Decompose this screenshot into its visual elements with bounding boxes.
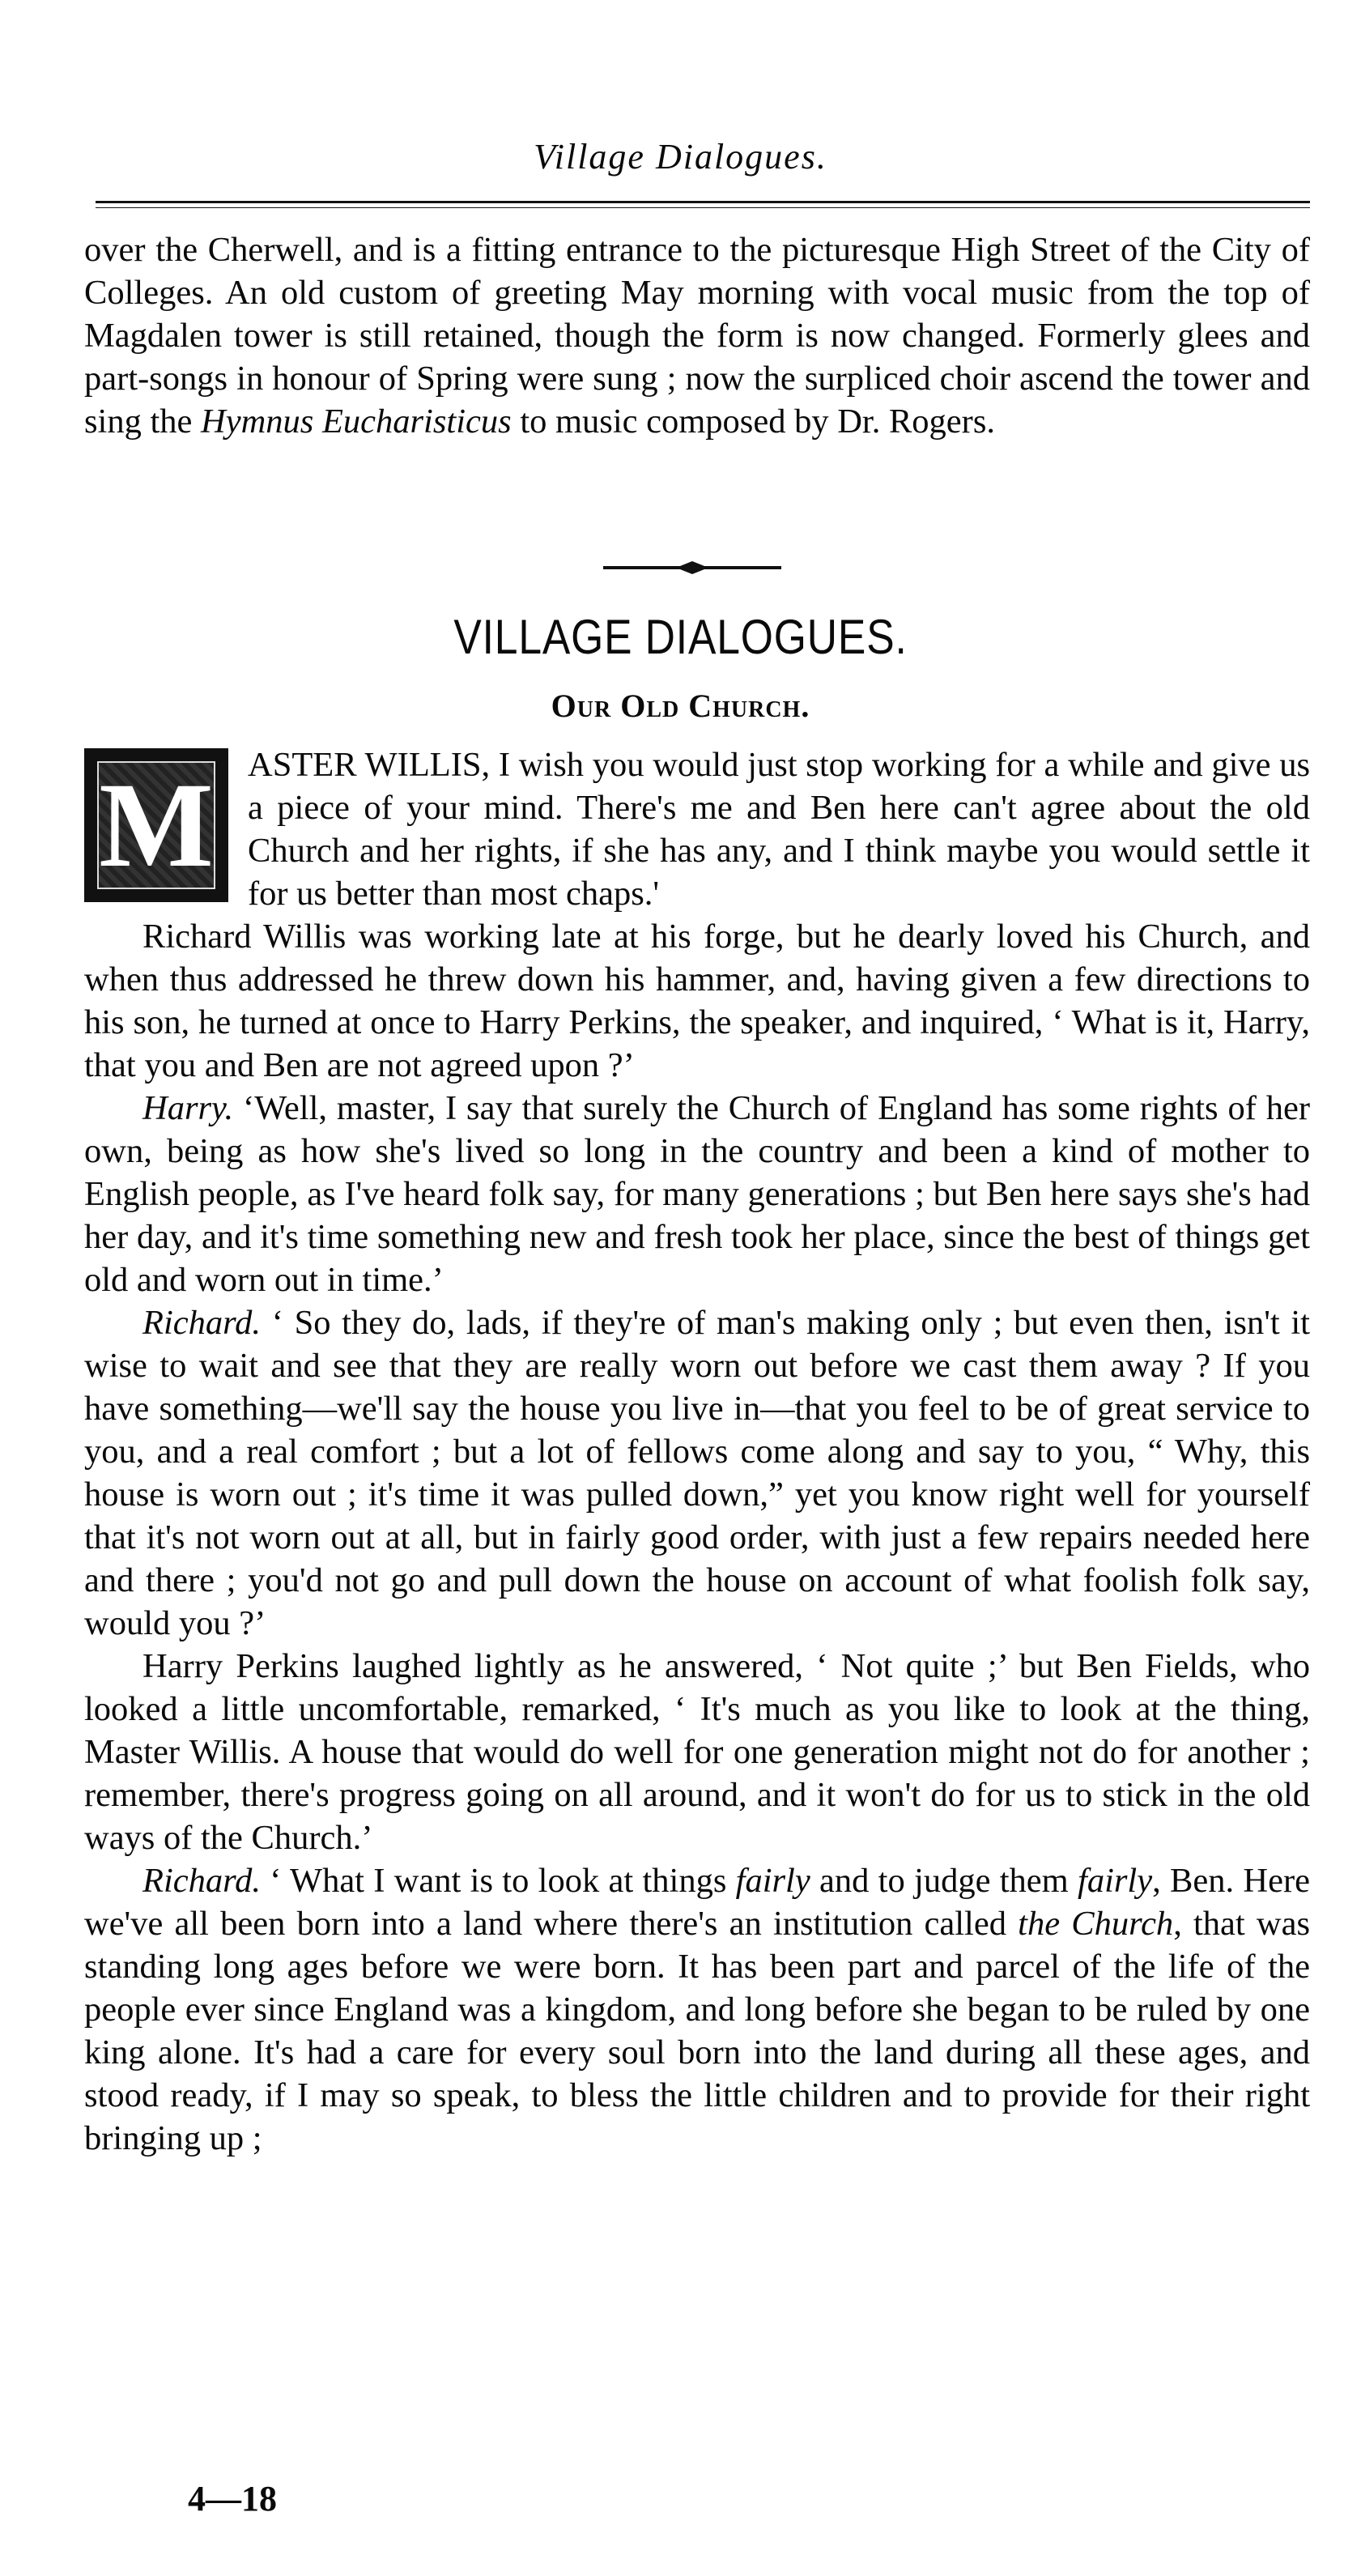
emphasis: fairly xyxy=(735,1862,810,1900)
running-head: Village Dialogues. xyxy=(534,137,827,177)
hymn-title: Hymnus Eucharisticus xyxy=(201,402,512,441)
article-subtitle: Our Old Church. xyxy=(551,688,810,724)
drop-cap xyxy=(84,748,228,902)
header-rule xyxy=(96,201,1310,203)
signature-mark: 4—18 xyxy=(188,2479,277,2519)
header-rule-thin xyxy=(96,207,1310,208)
speaker-name: Richard. xyxy=(142,1862,261,1900)
opening-paragraph xyxy=(84,743,1310,915)
paragraph-text: and to judge them xyxy=(810,1862,1078,1900)
paragraph-text: Richard Willis was working late at his forge, but he dearly loved his Church, and when thus addressed he threw down his hammer, and, having given a few directions to his son, he turned at once to Harry Perkins, the speaker, and inquired, ‘ What is it, Harry, that you and Ben are not agreed upon ?’ xyxy=(84,918,1310,1084)
paragraph-narration-1 xyxy=(84,915,1310,1087)
speaker-name: Harry. xyxy=(142,1089,234,1127)
paragraph-text: ‘ What I want is to look at things xyxy=(260,1862,736,1900)
paragraph-text: Harry Perkins laughed lightly as he answered, ‘ Not quite ;’ but Ben Fields, who looked a little uncomfortable, remarked, ‘ It's much as you like to look at the thing, Master Willis. A house that would do well for one generation might not do for another ; remember, there's progress going on all around, and it won't do for us to stick in the old ways of the Church.’ xyxy=(84,1647,1310,1857)
top-paragraph-text: over the Cherwell, and is a fitting entrance to the picturesque High Street of the City of Colleges. An old custom of greeting May morning with vocal music from the top of Magdalen tower is still retained, though the form is now changed. Formerly glees and part-songs in honour of Spring were sung ; now the surpliced choir ascend the tower and sing the xyxy=(84,231,1310,441)
paragraph-richard-2 xyxy=(84,1859,1310,2160)
emphasis: fairly xyxy=(1078,1862,1153,1900)
top-paragraph xyxy=(84,228,1310,443)
paragraph-text: ‘ So they do, lads, if they're of man's making only ; but even then, isn't it wise to wait and see that they are really worn out before we cast them away ? If you have something—we'll say the house you live in—that you feel to be of great service to you, and a real comfort ; but a lot of fellows come along and say to you, “ Why, this house is worn out ; it's time it was pulled down,” yet you know right well for yourself that it's not worn out at all, but in fairly good order, with just a few repairs needed here and there ; you'd not go and pull down the house on account of what foolish folk say, would you ?’ xyxy=(84,1304,1310,1642)
paragraph-text: ‘Well, master, I say that surely the Church of England has some rights of her own, being as how she's lived so long in the country and been a kind of mother to English people, as I've heard folk say, for many generations ; but Ben here says she's had her day, and it's time something new and fresh took her place, since the best of things get old and worn out in time.’ xyxy=(84,1089,1310,1299)
paragraph-narration-2 xyxy=(84,1645,1310,1859)
speaker-name: Richard. xyxy=(142,1304,261,1342)
article-title: VILLAGE DIALOGUES. xyxy=(453,610,908,664)
emphasis: the Church xyxy=(1018,1905,1174,1943)
paragraph-harry xyxy=(84,1087,1310,1301)
drop-cap-letter: M xyxy=(99,758,214,892)
top-paragraph-end: to music composed by Dr. Rogers. xyxy=(511,402,995,441)
paragraph-richard-1 xyxy=(84,1301,1310,1645)
ornament-divider xyxy=(603,560,781,575)
opening-caps: ASTER WILLIS, xyxy=(248,746,491,784)
opening-text: I wish you would just stop working for a while and give us a piece of your mind. There's me and Ben here can't agree about the old Church and her rights, if she has any, and I think maybe you would settle it for us better than most chaps.' xyxy=(248,746,1310,913)
paragraph-text: , that was standing long ages before we were born. It has been part and parcel of the life of the people ever since England was a kingdom, and long before she began to be ruled by one king alone. It's had a care for every soul born into the land during all these ages, and stood ready, if I may so speak, to bless the little children and to provide for their right bringing up ; xyxy=(84,1905,1310,2157)
paragraph-text: , Ben. Here we've all been born into a land where there's an institution called xyxy=(84,1862,1310,1943)
dialogue-body xyxy=(84,743,1310,2160)
top-paragraph-block xyxy=(84,228,1310,443)
